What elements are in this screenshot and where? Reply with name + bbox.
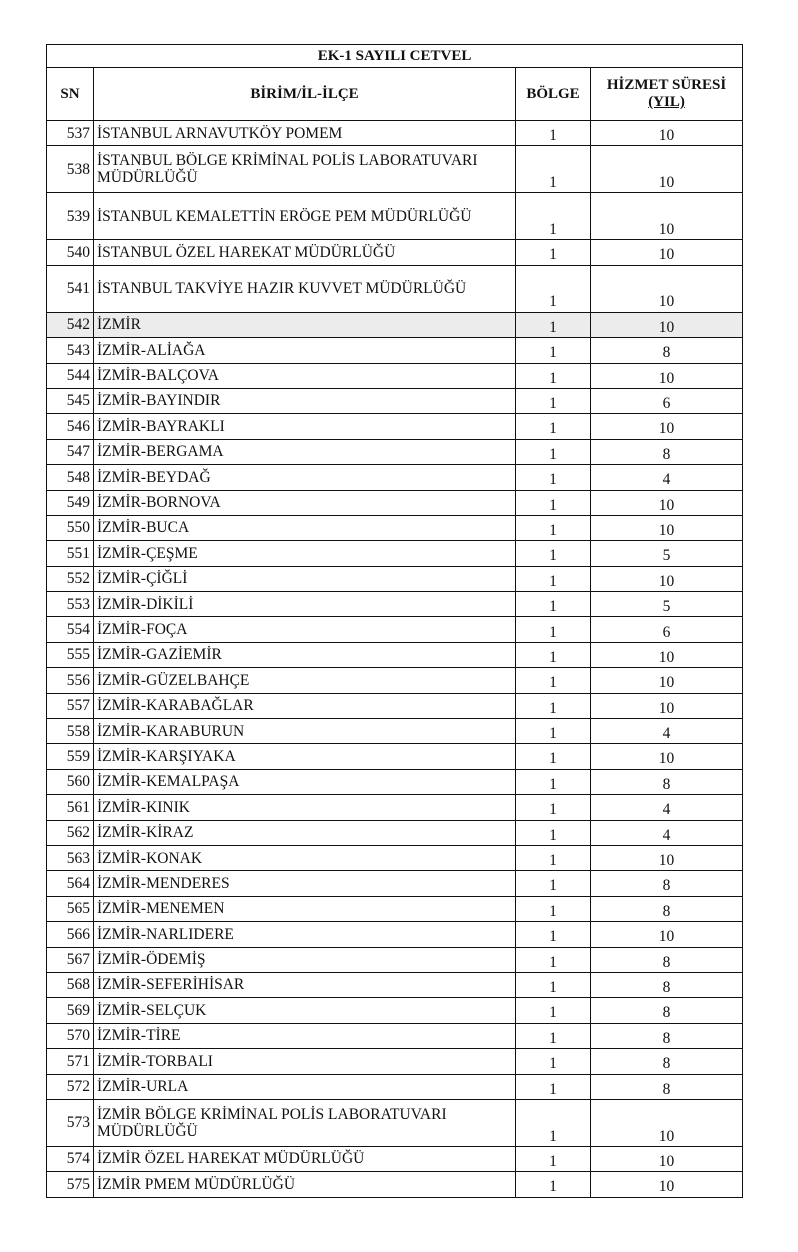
- row-name: İZMİR-FOÇA: [94, 617, 516, 642]
- row-sn: 537: [47, 121, 94, 146]
- table-title: EK-1 SAYILI CETVEL: [47, 45, 743, 68]
- row-bolge: 1: [516, 1023, 591, 1048]
- row-bolge: 1: [516, 338, 591, 363]
- row-sure: 4: [591, 465, 743, 490]
- table-row: [47, 1074, 743, 1099]
- header-hizmet-suresi-line1: HİZMET SÜRESİ: [606, 77, 727, 94]
- row-sure: 8: [591, 769, 743, 794]
- row-bolge: 1: [516, 998, 591, 1023]
- table-row: [47, 1146, 743, 1171]
- row-sn: 543: [47, 338, 94, 363]
- row-name: İSTANBUL ARNAVUTKÖY POMEM: [94, 121, 516, 146]
- row-sure: 10: [591, 240, 743, 265]
- row-name: İZMİR-BORNOVA: [94, 490, 516, 515]
- row-name: İSTANBUL ÖZEL HAREKAT MÜDÜRLÜĞÜ: [94, 240, 516, 265]
- row-sure: 10: [591, 1146, 743, 1171]
- table-row: [47, 388, 743, 413]
- row-sure: 10: [591, 668, 743, 693]
- row-sure: 4: [591, 719, 743, 744]
- row-bolge: 1: [516, 795, 591, 820]
- row-sure: 10: [591, 693, 743, 718]
- row-bolge: 1: [516, 744, 591, 769]
- row-bolge: 1: [516, 617, 591, 642]
- row-name: İSTANBUL KEMALETTİN ERÖGE PEM MÜDÜRLÜĞÜ: [94, 193, 516, 240]
- row-sn: 561: [47, 795, 94, 820]
- row-sure: 8: [591, 1074, 743, 1099]
- row-sn: 558: [47, 719, 94, 744]
- table-row: [47, 193, 743, 240]
- row-sn: 545: [47, 388, 94, 413]
- row-sn: 566: [47, 922, 94, 947]
- row-name: İZMİR-BERGAMA: [94, 439, 516, 464]
- row-sn: 553: [47, 592, 94, 617]
- header-hizmet-suresi: [591, 68, 743, 121]
- header-hizmet-suresi-line2: (YIL): [648, 94, 685, 110]
- row-sn: 574: [47, 1146, 94, 1171]
- row-sn: 539: [47, 193, 94, 240]
- row-bolge: 1: [516, 240, 591, 265]
- row-sn: 544: [47, 363, 94, 388]
- row-bolge: 1: [516, 566, 591, 591]
- row-sure: 5: [591, 541, 743, 566]
- row-sn: 560: [47, 769, 94, 794]
- row-sn: 563: [47, 845, 94, 870]
- row-sure: 8: [591, 871, 743, 896]
- row-sn: 557: [47, 693, 94, 718]
- row-sn: 568: [47, 972, 94, 997]
- row-sure: 10: [591, 642, 743, 667]
- table-row: [47, 465, 743, 490]
- row-bolge: 1: [516, 845, 591, 870]
- row-bolge: 1: [516, 922, 591, 947]
- row-bolge: 1: [516, 265, 591, 312]
- table-row: [47, 769, 743, 794]
- row-sure: 8: [591, 947, 743, 972]
- row-name: İZMİR-KONAK: [94, 845, 516, 870]
- row-sn: 575: [47, 1172, 94, 1197]
- row-name: İZMİR-BAYINDIR: [94, 388, 516, 413]
- row-sure: 10: [591, 363, 743, 388]
- row-sn: 540: [47, 240, 94, 265]
- table-row: [47, 566, 743, 591]
- header-birim: BİRİM/İL-İLÇE: [94, 68, 516, 121]
- row-sn: 554: [47, 617, 94, 642]
- row-name: İZMİR-MENEMEN: [94, 896, 516, 921]
- table-row: [47, 1049, 743, 1074]
- table-row: [47, 871, 743, 896]
- table-row: [47, 998, 743, 1023]
- row-sure: 10: [591, 490, 743, 515]
- row-name: İSTANBUL BÖLGE KRİMİNAL POLİS LABORATUVARI MÜDÜRLÜĞÜ: [94, 146, 516, 193]
- row-sure: 10: [591, 1099, 743, 1146]
- table-row: [47, 240, 743, 265]
- row-name: İZMİR-KEMALPAŞA: [94, 769, 516, 794]
- row-bolge: 1: [516, 121, 591, 146]
- row-bolge: 1: [516, 896, 591, 921]
- row-name: İZMİR-BEYDAĞ: [94, 465, 516, 490]
- row-sn: 573: [47, 1099, 94, 1146]
- row-name: İZMİR-KINIK: [94, 795, 516, 820]
- row-name: İZMİR-KİRAZ: [94, 820, 516, 845]
- row-name: İZMİR-BUCA: [94, 515, 516, 540]
- row-bolge: 1: [516, 1049, 591, 1074]
- row-name: İZMİR-DİKİLİ: [94, 592, 516, 617]
- row-sure: 10: [591, 566, 743, 591]
- row-bolge: 1: [516, 1146, 591, 1171]
- row-sn: 562: [47, 820, 94, 845]
- row-sure: 10: [591, 744, 743, 769]
- header-bolge: BÖLGE: [516, 68, 591, 121]
- table-row: [47, 363, 743, 388]
- row-sure: 8: [591, 338, 743, 363]
- row-sn: 555: [47, 642, 94, 667]
- row-name: İZMİR-BALÇOVA: [94, 363, 516, 388]
- row-sn: 549: [47, 490, 94, 515]
- row-sure: 10: [591, 121, 743, 146]
- row-sure: 6: [591, 388, 743, 413]
- row-name: İZMİR-ALİAĞA: [94, 338, 516, 363]
- row-sure: 10: [591, 414, 743, 439]
- row-bolge: 1: [516, 414, 591, 439]
- row-sure: 10: [591, 515, 743, 540]
- table-row: [47, 795, 743, 820]
- header-sn: SN: [47, 68, 94, 121]
- row-bolge: 1: [516, 693, 591, 718]
- row-sn: 564: [47, 871, 94, 896]
- table-row: [47, 922, 743, 947]
- row-sn: 565: [47, 896, 94, 921]
- table-row: [47, 1099, 743, 1146]
- row-name: İZMİR: [94, 312, 516, 337]
- table-row: [47, 265, 743, 312]
- row-sure: 4: [591, 820, 743, 845]
- row-name: İZMİR ÖZEL HAREKAT MÜDÜRLÜĞÜ: [94, 1146, 516, 1171]
- table-row: [47, 439, 743, 464]
- row-name: İZMİR PMEM MÜDÜRLÜĞÜ: [94, 1172, 516, 1197]
- row-sure: 6: [591, 617, 743, 642]
- row-name: İSTANBUL TAKVİYE HAZIR KUVVET MÜDÜRLÜĞÜ: [94, 265, 516, 312]
- row-sn: 569: [47, 998, 94, 1023]
- row-sure: 10: [591, 146, 743, 193]
- row-sure: 8: [591, 1049, 743, 1074]
- table-row: [47, 312, 743, 337]
- row-bolge: 1: [516, 1099, 591, 1146]
- cetvel-table: [46, 44, 743, 1198]
- row-name: İZMİR-ÇİĞLİ: [94, 566, 516, 591]
- row-sn: 542: [47, 312, 94, 337]
- row-bolge: 1: [516, 769, 591, 794]
- row-sure: 8: [591, 439, 743, 464]
- row-sn: 538: [47, 146, 94, 193]
- row-bolge: 1: [516, 541, 591, 566]
- table-row: [47, 414, 743, 439]
- table-row: [47, 338, 743, 363]
- row-sn: 559: [47, 744, 94, 769]
- table-row: [47, 947, 743, 972]
- row-bolge: 1: [516, 363, 591, 388]
- row-name: İZMİR-SELÇUK: [94, 998, 516, 1023]
- table-row: [47, 693, 743, 718]
- table-row: [47, 515, 743, 540]
- row-name: İZMİR-KARABAĞLAR: [94, 693, 516, 718]
- row-bolge: 1: [516, 465, 591, 490]
- row-sn: 571: [47, 1049, 94, 1074]
- row-sn: 572: [47, 1074, 94, 1099]
- row-name: İZMİR-GÜZELBAHÇE: [94, 668, 516, 693]
- table-row: [47, 820, 743, 845]
- row-bolge: 1: [516, 193, 591, 240]
- row-bolge: 1: [516, 642, 591, 667]
- row-bolge: 1: [516, 490, 591, 515]
- row-bolge: 1: [516, 312, 591, 337]
- row-bolge: 1: [516, 592, 591, 617]
- row-bolge: 1: [516, 439, 591, 464]
- row-bolge: 1: [516, 515, 591, 540]
- row-sure: 10: [591, 845, 743, 870]
- row-sure: 10: [591, 312, 743, 337]
- table-row: [47, 642, 743, 667]
- row-name: İZMİR-GAZİEMİR: [94, 642, 516, 667]
- table-row: [47, 845, 743, 870]
- row-bolge: 1: [516, 947, 591, 972]
- row-name: İZMİR BÖLGE KRİMİNAL POLİS LABORATUVARI MÜDÜRLÜĞÜ: [94, 1099, 516, 1146]
- row-sn: 548: [47, 465, 94, 490]
- row-bolge: 1: [516, 820, 591, 845]
- header-row: [47, 68, 743, 121]
- table-row: [47, 744, 743, 769]
- row-name: İZMİR-TİRE: [94, 1023, 516, 1048]
- table-row: [47, 541, 743, 566]
- row-sure: 4: [591, 795, 743, 820]
- row-sure: 8: [591, 998, 743, 1023]
- row-bolge: 1: [516, 668, 591, 693]
- row-name: İZMİR-ÇEŞME: [94, 541, 516, 566]
- row-name: İZMİR-KARŞIYAKA: [94, 744, 516, 769]
- row-name: İZMİR-URLA: [94, 1074, 516, 1099]
- row-sn: 567: [47, 947, 94, 972]
- row-bolge: 1: [516, 871, 591, 896]
- table-row: [47, 719, 743, 744]
- row-bolge: 1: [516, 1074, 591, 1099]
- row-bolge: 1: [516, 972, 591, 997]
- row-bolge: 1: [516, 388, 591, 413]
- row-name: İZMİR-SEFERİHİSAR: [94, 972, 516, 997]
- row-name: İZMİR-NARLIDERE: [94, 922, 516, 947]
- row-sure: 10: [591, 193, 743, 240]
- table-row: [47, 668, 743, 693]
- row-name: İZMİR-TORBALI: [94, 1049, 516, 1074]
- row-name: İZMİR-ÖDEMİŞ: [94, 947, 516, 972]
- row-sn: 570: [47, 1023, 94, 1048]
- table-row: [47, 490, 743, 515]
- table-row: [47, 121, 743, 146]
- row-sn: 556: [47, 668, 94, 693]
- row-bolge: 1: [516, 719, 591, 744]
- table-row: [47, 1023, 743, 1048]
- table-row: [47, 617, 743, 642]
- title-row: [47, 45, 743, 68]
- row-sure: 8: [591, 972, 743, 997]
- row-name: İZMİR-MENDERES: [94, 871, 516, 896]
- table-row: [47, 972, 743, 997]
- row-bolge: 1: [516, 146, 591, 193]
- row-sure: 5: [591, 592, 743, 617]
- row-sure: 10: [591, 922, 743, 947]
- row-sn: 547: [47, 439, 94, 464]
- table-row: [47, 146, 743, 193]
- table-body: [47, 121, 743, 1198]
- row-bolge: 1: [516, 1172, 591, 1197]
- row-sure: 8: [591, 1023, 743, 1048]
- row-sn: 550: [47, 515, 94, 540]
- row-sn: 552: [47, 566, 94, 591]
- row-sn: 541: [47, 265, 94, 312]
- row-sure: 8: [591, 896, 743, 921]
- row-sure: 10: [591, 1172, 743, 1197]
- row-name: İZMİR-BAYRAKLI: [94, 414, 516, 439]
- row-name: İZMİR-KARABURUN: [94, 719, 516, 744]
- table-row: [47, 592, 743, 617]
- row-sure: 10: [591, 265, 743, 312]
- table-row: [47, 1172, 743, 1197]
- row-sn: 546: [47, 414, 94, 439]
- table-row: [47, 896, 743, 921]
- row-sn: 551: [47, 541, 94, 566]
